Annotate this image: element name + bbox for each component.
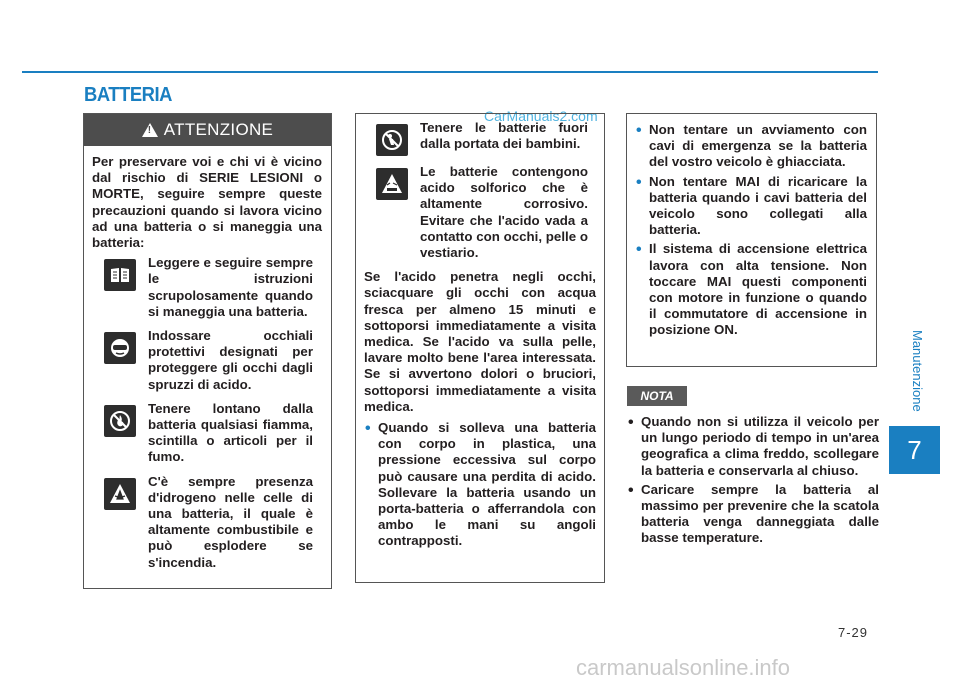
right-bullet-list xyxy=(635,122,867,339)
warning-intro: Per preservare voi e chi vi è vicino dal rischio di SERIE LESIONI o MORTE, seguire sempre queste precauzioni quando si lavora vicino ad una batteria o si maneggia una batteria: xyxy=(92,154,322,251)
side-section-label: Manutenzione xyxy=(910,330,925,412)
chapter-tab: 7 xyxy=(889,426,940,474)
warning-box-right xyxy=(626,113,877,367)
warning-item-text: Tenere le batterie fuori dalla portata dei bambini. xyxy=(420,120,588,152)
watermark-top: CarManuals2.com xyxy=(484,108,598,124)
warning-triangle-icon xyxy=(142,123,158,137)
list-item: • Non tentare MAI di ricaricare la batteria quando i cavi batteria del veicolo sono collegati alla batteria. xyxy=(636,173,867,238)
list-item: • Caricare sempre la batteria al massimo per prevenire che la scatola batteria venga danneggiata dalle basse temperature. xyxy=(628,481,879,546)
top-rule xyxy=(22,71,878,73)
bullet-dot-icon: • xyxy=(365,420,371,438)
warning-item-text: Leggere e seguire sempre le istruzioni scrupolosamente quando si maneggia una batteria. xyxy=(148,255,313,319)
manual-book-icon xyxy=(104,259,136,291)
warning-body xyxy=(84,146,331,571)
warning-item-text: Le batterie contengono acido solforico che è altamente corrosivo. Evitare che l'acido vada a contatto con occhi, pelle o vestiario. xyxy=(420,164,588,261)
nota-badge: NOTA xyxy=(627,386,687,406)
warning-heading: ATTENZIONE xyxy=(163,120,274,139)
list-item: • Quando non si utilizza il veicolo per un lungo periodo di tempo in un'area geografica a clima freddo, scollegare la batteria e conservarla al chiuso. xyxy=(628,414,879,478)
warning-item xyxy=(364,164,596,261)
no-flame-icon xyxy=(104,405,136,437)
watermark-bottom: carmanualsonline.info xyxy=(576,655,791,680)
list-item: • Quando si solleva una batteria con corpo in plastica, una pressione eccessiva sul corpo può causare una perdita di acido. Sollevare la batteria usando un porta-batteria o afferrandola con ambo le mani su angoli contrapposti. xyxy=(365,420,596,549)
bullet-dot-icon: • xyxy=(628,481,634,499)
warning-item xyxy=(92,474,322,571)
explosion-icon xyxy=(104,478,136,510)
bullet-dot-icon: • xyxy=(636,241,642,259)
acid-first-aid-paragraph: Se l'acido penetra negli occhi, sciacquare gli occhi con acqua fresca per almeno 15 minuti e sottoporsi immediatamente a visita medica. Se l'acido va sulla pelle, lavare molto bene l'area interessata. Se si avvertono dolori o bruciori, sottoporsi immediatamente a visita medica. xyxy=(364,269,596,414)
warning-item-text: Indossare occhiali protettivi designati per proteggere gli occhi dagli spruzzi di acido. xyxy=(148,328,313,392)
bullet-dot-icon: • xyxy=(628,414,634,431)
corrosive-acid-icon xyxy=(376,168,408,200)
middle-bullet-list xyxy=(364,420,596,550)
warning-box xyxy=(83,113,332,589)
warning-box-continued xyxy=(355,113,605,583)
keep-away-children-icon xyxy=(376,124,408,156)
warning-item xyxy=(364,120,596,156)
warning-header xyxy=(84,114,331,146)
warning-item xyxy=(92,255,322,320)
warning-item xyxy=(92,328,322,393)
safety-goggles-icon xyxy=(104,332,136,364)
list-item: • Il sistema di accensione elettrica lavora con alta tensione. Non toccare MAI questi componenti con motore in funzione o quando il commutatore di accensione in posizione ON. xyxy=(636,241,867,338)
bullet-dot-icon: • xyxy=(636,122,642,139)
list-item: • Non tentare un avviamento con cavi di emergenza se la batteria del vostro veicolo è ghiacciata. xyxy=(636,122,867,170)
bullet-dot-icon: • xyxy=(636,173,642,191)
warning-item-text: Tenere lontano dalla batteria qualsiasi fiamma, scintilla o articoli per il fumo. xyxy=(148,400,313,465)
section-title: BATTERIA xyxy=(84,84,172,106)
nota-list xyxy=(627,414,879,550)
warning-item-text: C'è sempre presenza d'idrogeno nelle celle di una batteria, il quale è altamente combustibile e può esplodere se s'incendia. xyxy=(148,473,313,570)
warning-item xyxy=(92,401,322,466)
page-number: 7-29 xyxy=(838,625,869,640)
